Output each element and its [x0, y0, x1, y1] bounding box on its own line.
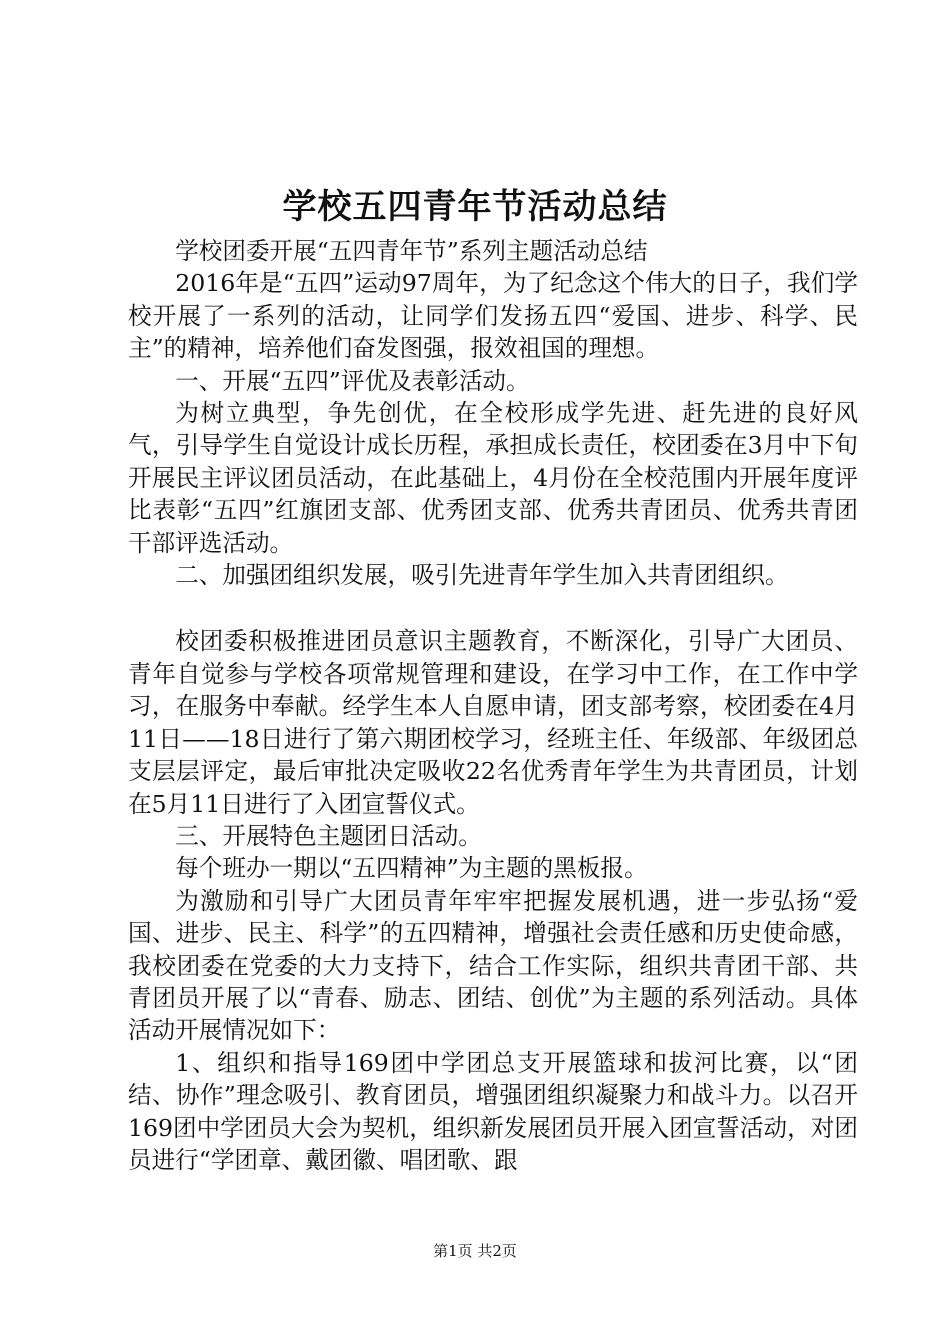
paragraph-section-2: 校团委积极推进团员意识主题教育，不断深化，引导广大团员、青年自觉参与学校各项常规管理和建设，在学习中工作，在工作中学习，在服务中奉献。经学生本人自愿申请，团支部考察，校团委在4月11日——18日进行了第六期团校学习，经班主任、年级部、年级团总支层层评定，最后审批决定吸收22名优秀青年学生为共青团员，计划在5月11日进行了入团宣誓仪式。	[128, 627, 858, 818]
paragraph-blackboard: 每个班办一期以“五四精神”为主题的黑板报。	[175, 854, 648, 883]
paragraph-section-1: 为树立典型，争先创优，在全校形成学先进、赶先进的良好风气，引导学生自觉设计成长历程，承担成长责任，校团委在3月中下旬开展民主评议团员活动，在此基础上，4月份在全校范围内开展年度评比表彰“五四”红旗团支部、优秀团支部、优秀共青团员、优秀共青团干部评选活动。	[128, 399, 858, 557]
paragraph-intro: 2016年是“五四”运动97周年，为了纪念这个伟大的日子，我们学校开展了一系列的活动，让同学们发扬五四“爱国、进步、科学、民主”的精神，培养他们奋发图强，报效祖国的理想。	[128, 269, 858, 363]
paragraph-item-1: 1、组织和指导169团中学团总支开展篮球和拔河比赛，以“团结、协作”理念吸引、教育团员，增强团组织凝聚力和战斗力。以召开169团中学团员大会为契机，组织新发展团员开展入团宣誓活动，对团员进行“学团章、戴团徽、唱团歌、跟	[128, 1048, 858, 1174]
paragraph-subtitle: 学校团委开展“五四青年节”系列主题活动总结	[175, 237, 648, 265]
paragraph-spacer	[128, 591, 858, 625]
paragraph-section-3: 为激励和引导广大团员青年牢牢把握发展机遇，进一步弘扬“爱国、进步、民主、科学”的五四精神，增强社会责任感和历史使命感，我校团委在党委的大力支持下，结合工作实际，组织共青团干部、共青团员开展了以“青春、励志、团结、创优”为主题的系列活动。具体活动开展情况如下：	[128, 886, 858, 1045]
section-heading-2: 二、加强团组织发展，吸引先进青年学生加入共青团组织。	[175, 561, 789, 590]
section-heading-1: 一、开展“五四”评优及表彰活动。	[175, 366, 530, 395]
document-body	[128, 235, 858, 1176]
document-title: 学校五四青年节活动总结	[282, 187, 668, 227]
page-number: 第1页 共2页	[433, 1242, 517, 1260]
section-heading-3: 三、开展特色主题团日活动。	[175, 821, 482, 850]
